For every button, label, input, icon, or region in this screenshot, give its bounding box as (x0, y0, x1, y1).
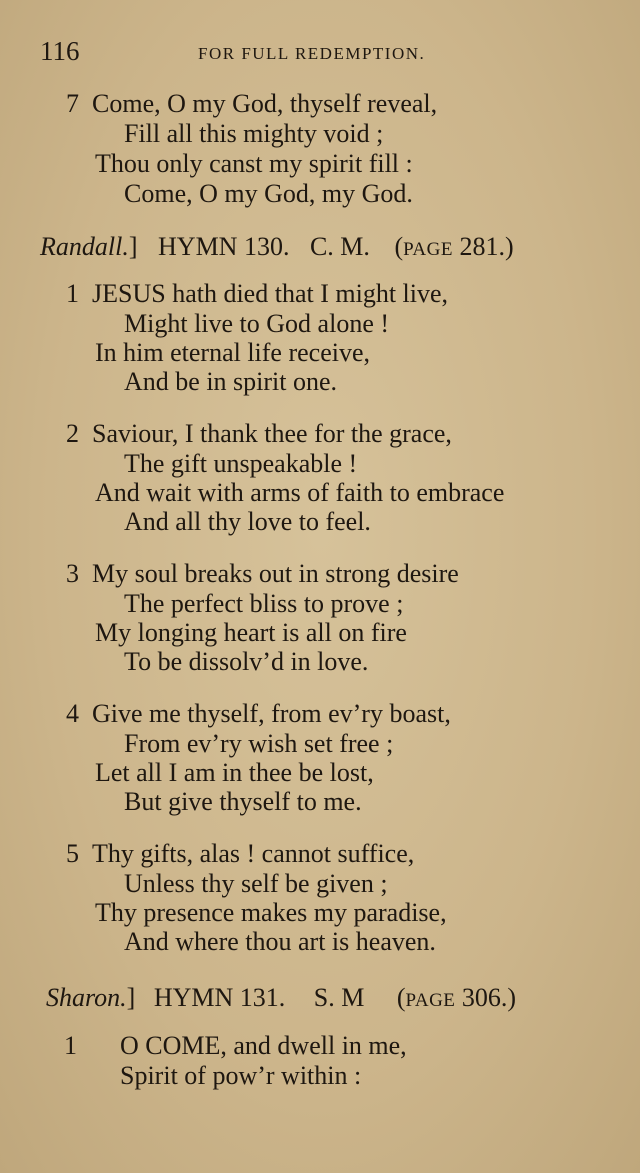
stanza-line: The perfect bliss to prove ; (124, 589, 404, 618)
stanza-line: And be in spirit one. (124, 367, 338, 396)
stanza-number: 1 (66, 279, 79, 308)
page-header (40, 36, 480, 76)
stanza-line: Come, O my God, my God. (124, 179, 413, 208)
verse-text: Thy gifts, alas ! cannot suffice, (92, 839, 415, 868)
stanza-line (66, 419, 452, 449)
stanza-line (66, 279, 448, 309)
stanza-line: And where thou art is heaven. (124, 927, 436, 956)
stanza-line: But give thyself to me. (124, 787, 362, 816)
stanza-line: Thy presence makes my paradise, (95, 898, 447, 927)
stanza-line: Let all I am in thee be lost, (95, 758, 374, 787)
page-word: PAGE (405, 990, 456, 1011)
verse-text: Come, O my God, thyself reveal, (92, 89, 438, 118)
stanza-line: From ev’ry wish set free ; (124, 729, 394, 758)
hymn-title: HYMN 131. (153, 983, 286, 1012)
tune-name: Randall. (40, 232, 129, 261)
stanza-number: 1 (64, 1031, 77, 1060)
hymn-meter: C. M. (309, 232, 370, 261)
verse-text: Saviour, I thank thee for the grace, (92, 419, 452, 448)
hymn-heading (46, 983, 516, 1016)
hymn-heading (40, 232, 514, 265)
stanza-line: The gift unspeakable ! (124, 449, 358, 478)
heading-bracket: ] (126, 983, 136, 1012)
stanza-line: And wait with arms of faith to embrace (95, 478, 505, 507)
heading-bracket: ] (128, 232, 138, 261)
verse-text: JESUS hath died that I might live, (92, 279, 449, 308)
tune-name: Sharon. (46, 983, 127, 1012)
page-ref-number: 306.) (461, 983, 517, 1012)
page-number: 116 (40, 36, 80, 66)
stanza-number: 5 (66, 839, 79, 868)
stanza-line: Might live to God alone ! (124, 309, 390, 338)
page-ref-number: 281.) (459, 232, 514, 261)
hymn-title: HYMN 130. (158, 232, 290, 261)
stanza-line: To be dissolv’d in love. (124, 647, 369, 676)
stanza-line (66, 89, 437, 119)
page-ref-open: ( (394, 232, 404, 261)
verse-text: My soul breaks out in strong desire (92, 559, 459, 588)
verse-text: Give me thyself, from ev’ry boast, (92, 699, 451, 728)
page-ref-open: ( (396, 983, 406, 1012)
stanza-line: Unless thy self be given ; (124, 869, 388, 898)
stanza-line: My longing heart is all on fire (95, 618, 407, 647)
stanza-number: 4 (66, 699, 79, 728)
stanza-line: And all thy love to feel. (124, 507, 371, 536)
stanza-line: Spirit of pow’r within : (120, 1061, 362, 1090)
hymn-meter: S. M (313, 983, 365, 1012)
stanza-line: Thou only canst my spirit fill : (95, 149, 413, 178)
stanza-line (64, 1031, 407, 1061)
stanza-line: In him eternal life receive, (95, 338, 371, 367)
page-word: PAGE (403, 239, 453, 260)
stanza-number: 2 (66, 419, 79, 448)
stanza-line: Fill all this mighty void ; (124, 119, 384, 148)
stanza-number: 7 (66, 89, 79, 118)
running-head: FOR FULL REDEMPTION. (198, 44, 426, 63)
verse-text: O COME, and dwell in me, (120, 1031, 407, 1060)
stanza-line (66, 839, 414, 869)
stanza-number: 3 (66, 559, 79, 588)
stanza-line (66, 559, 459, 589)
stanza-line (66, 699, 451, 729)
